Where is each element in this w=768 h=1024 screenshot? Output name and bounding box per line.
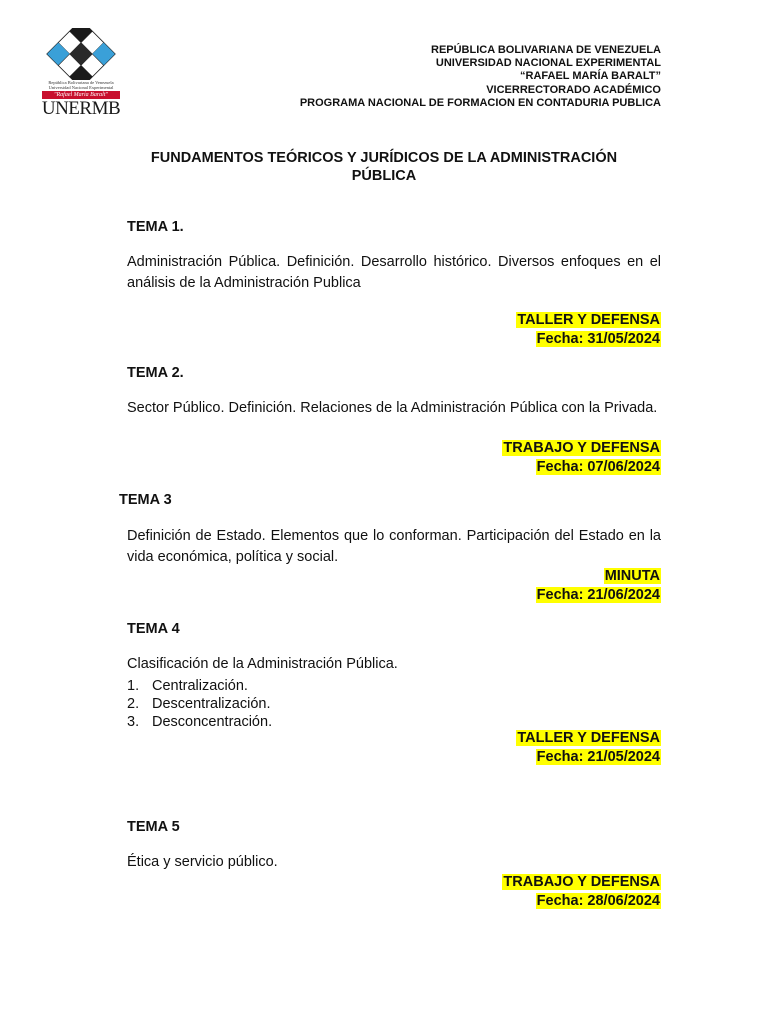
- list-item: [127, 695, 272, 713]
- logo-emblem-icon: [38, 28, 124, 80]
- tema-5-heading: TEMA 5: [127, 819, 180, 835]
- list-label: Descentralización.: [152, 696, 271, 712]
- institution-header: [300, 44, 661, 110]
- university-logo: [38, 28, 124, 120]
- header-line: VICERRECTORADO ACADÉMICO: [486, 83, 661, 96]
- title-line1: FUNDAMENTOS TEÓRICOS Y JURÍDICOS DE LA ADMINISTRACIÓN: [150, 150, 618, 166]
- header-line: REPÚBLICA BOLIVARIANA DE VENEZUELA: [431, 44, 661, 56]
- tema-5-date: Fecha: 28/06/2024: [536, 893, 660, 909]
- list-label: Desconcentración.: [152, 714, 273, 730]
- header-line: “RAFAEL MARÍA BARALT”: [520, 70, 661, 83]
- tema-4-list: [127, 677, 272, 731]
- tema-1-text: Administración Pública. Definición. Desarrollo histórico. Diversos enfoques en el análisis de la Administración Publica: [127, 254, 661, 291]
- tema-4-date: Fecha: 21/05/2024: [536, 749, 660, 765]
- tema-1-activity: TALLER Y DEFENSA: [517, 312, 660, 328]
- tema-2-deliverable: [502, 439, 661, 477]
- tema-3-date: Fecha: 21/06/2024: [536, 587, 660, 603]
- tema-4-deliverable: [516, 729, 661, 767]
- tema-4-heading: TEMA 4: [127, 621, 180, 637]
- document-title: [120, 149, 648, 185]
- header-line: UNIVERSIDAD NACIONAL EXPERIMENTAL: [435, 57, 661, 70]
- tema-1-date: Fecha: 31/05/2024: [536, 331, 660, 347]
- tema-2-heading: TEMA 2.: [127, 365, 184, 381]
- tema-3-text: Definición de Estado. Elementos que lo conforman. Participación del Estado en la vida económica, política y social.: [127, 528, 661, 565]
- tema-3-heading: TEMA 3: [119, 492, 172, 508]
- tema-5-deliverable: [502, 873, 661, 911]
- logo-text-line1: República Bolivariana de Venezuela: [48, 80, 114, 85]
- tema-1-deliverable: [516, 311, 661, 349]
- tema-4-text: Clasificación de la Administración Pública.: [127, 656, 398, 672]
- tema-2-activity: TRABAJO Y DEFENSA: [503, 440, 660, 456]
- tema-1-heading: TEMA 1.: [127, 219, 184, 235]
- list-label: Centralización.: [152, 678, 248, 694]
- tema-4-activity: TALLER Y DEFENSA: [517, 730, 660, 746]
- list-item: [127, 713, 272, 731]
- tema-5-text: Ética y servicio público.: [127, 854, 278, 870]
- tema-3-deliverable: [536, 567, 661, 605]
- tema-2-text: Sector Público. Definición. Relaciones de la Administración Pública con la Privada.: [127, 400, 658, 416]
- logo-name: UNERMB: [41, 98, 121, 119]
- tema-2-date: Fecha: 07/06/2024: [536, 459, 660, 475]
- list-item: [127, 677, 272, 695]
- tema-5-activity: TRABAJO Y DEFENSA: [503, 874, 660, 890]
- logo-text-line2: Universidad Nacional Experimental: [48, 85, 114, 90]
- list-number: 3.: [127, 714, 140, 730]
- header-line: PROGRAMA NACIONAL DE FORMACION EN CONTADURIA PUBLICA: [299, 96, 661, 109]
- logo-motto: "Rafael María Baralt": [42, 91, 120, 99]
- list-number: 1.: [127, 678, 140, 694]
- title-line2: PÚBLICA: [351, 168, 417, 184]
- tema-3-activity: MINUTA: [604, 568, 660, 584]
- list-number: 2.: [127, 696, 140, 712]
